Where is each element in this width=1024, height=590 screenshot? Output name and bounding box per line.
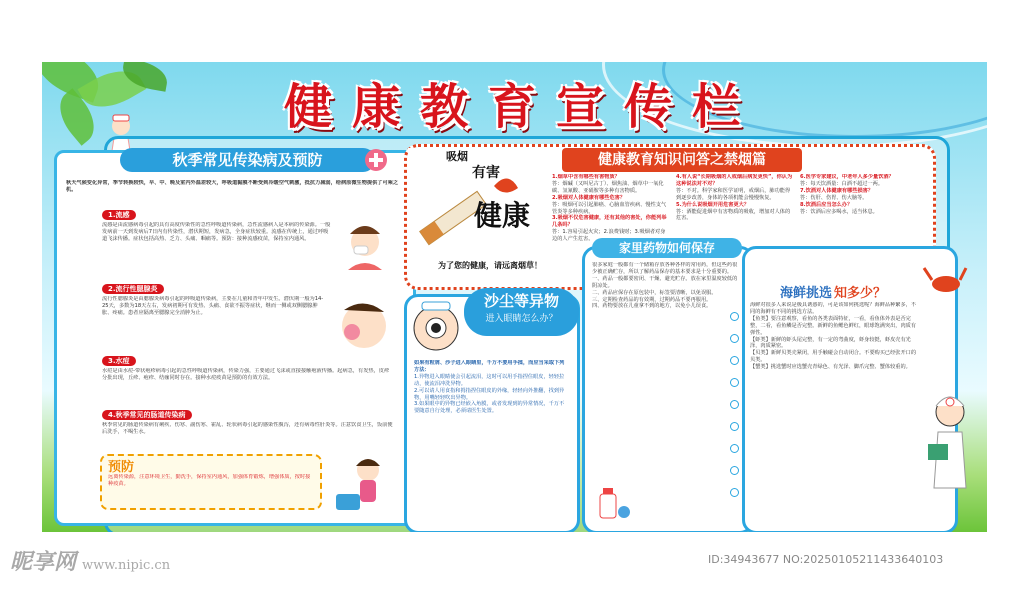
binding-ring	[730, 356, 739, 365]
medicine-bottle-icon	[594, 486, 634, 522]
binding-ring	[730, 400, 739, 409]
binding-ring	[730, 488, 739, 497]
prevention-heading: 预防	[108, 460, 135, 475]
prevention-text: 远离传染源，注意环境卫生，勤洗手，保持室内通风，加强体育锻炼，增强体质，按时接种疫苗。	[108, 474, 311, 487]
seafood-paragraph: 【虾类】新鲜的虾头尾完整，有一定的弯曲度，虾身较挺，虾皮壳有光泽，肉质紧密。	[750, 336, 911, 350]
poster-word-health: 健康	[474, 199, 531, 232]
medical-cross-icon	[364, 148, 388, 172]
seafood-header-tail: 知多少？	[834, 286, 887, 301]
item-heading: 4.秋季常见的肠道传染病	[102, 410, 192, 420]
poster-word: 吸烟	[446, 150, 468, 163]
poster-slogan: 为了您的健康，请远离烟草！	[438, 261, 542, 270]
item-body: 水痘是由水痘-带状疱疹病毒引起的急性呼吸道传染病，传染力强，主要通过飞沫或直接接触疱液传播。起病急，有发热，皮疹分批出现，丘疹、疱疹、结痂同时存在。接种水痘疫苗是预防的有效方法。	[102, 368, 390, 381]
item-body: 流感是由流感病毒引起的具有高度传染性的急性呼吸道传染病，急性流感病人是本病的传染源。一般发病前一天到发病后7日内有传染性，潜伏期短，发病急，全身症状较重。流感在传统上，通过呼吸道飞沫传播。症状包括高热、乏力、头痛、咽痛等。预防：接种流感疫苗，保持室内通风。	[102, 222, 331, 242]
qa-question: 8.饮酒后应当怎么办？	[800, 201, 853, 208]
site-url: www.nipic.cn	[82, 558, 171, 573]
medicine-text	[592, 262, 742, 482]
medicine-paragraph: 三、定期检查药品的有效期，过期药品不要再服用。	[592, 296, 712, 303]
eye-doctor-icon	[408, 300, 464, 356]
qa-question: 6.医学专家建议，中老年人多少量饮酒？	[800, 174, 894, 180]
qa-question: 5.为什么说吸烟开用危害更大？	[676, 201, 750, 208]
qa-answer: 答：不对。科学家和医学证明，戒烟后，肺功能得到逐步改善，身体的各项机能会慢慢恢复。	[676, 187, 791, 201]
eye-step: 3.如果眼中的异物已经嵌入角膜，或者发现到的异常情况，千万不要随意自行处理，必须请医生处置。	[414, 401, 565, 415]
seafood-paragraph: 海鲜对很多人来说是极具诱惑的，可是该如何挑选呢？海鲜品种繁多，不同的海鲜有不同的挑选方法。	[750, 302, 917, 315]
qa-question: 2.吸烟对人体健康有哪些危害？	[552, 194, 626, 201]
eye-intro: 如果有粒屑、沙子进入眼睛里，千万不要用手揉，而应当采取下列方法：	[414, 360, 565, 373]
section-header-medicine: 家里药物如何保存	[592, 238, 742, 258]
eye-header-subtitle: 进入眼睛怎么办？	[485, 314, 558, 324]
item-heading: 1.流感	[102, 210, 136, 220]
qa-answer: 答：1.容易引起火灾；2.浪费钱财；3.吸烟者对身边的人产生危害。	[552, 229, 666, 243]
qa-answer: 答：吸烟可以引起肺癌、心脑血管疾病、慢性支气管炎等多种疾病。	[552, 201, 667, 215]
item-body: 流行性腮腺炎是由腮腺炎病毒引起的呼吸道传染病，主要在儿童和青年中发生。潜伏期一般为14-25天，多数为18天左右，发病初期可有发热、头痛、食欲不振等症状，继而一侧或双侧腮腺肿胀、疼痛。患者应隔离至腮腺完全消肿为止。	[102, 296, 324, 316]
eye-steps-text	[414, 360, 566, 524]
image-id-watermark: ID:34943677 NO:20250105211433640103	[708, 553, 944, 566]
swollen-cheek-icon	[334, 298, 390, 354]
qa-answer: 答：每天饮酒量：白酒不超过一两。	[800, 180, 884, 187]
eye-header-title: 沙尘等异物	[483, 292, 559, 310]
eye-step: 2.可以请人用食指和拇指捏住眼皮的外缘，轻轻向外推翻，找到异物，用嘴轻轻吹出异物。	[414, 387, 565, 401]
section-header-seafood	[780, 284, 895, 304]
binding-ring	[730, 378, 739, 387]
binding-ring	[730, 312, 739, 321]
poster-board	[42, 62, 987, 532]
page-title: 健康教育宣传栏	[283, 79, 760, 135]
binding-ring	[730, 466, 739, 475]
medicine-paragraph: 二、药品应保存在原包装中，标签要清晰，以免误服。	[592, 289, 717, 296]
poster-word: 有害	[472, 165, 500, 181]
item-heading: 3.水痘	[102, 356, 136, 366]
seafood-paragraph: 【蟹类】挑选蟹时应选蟹壳青绿色、有光泽、脚爪完整、蟹体较重的。	[750, 364, 911, 371]
crawfish-icon	[922, 260, 968, 300]
child-washing-hands-icon	[332, 454, 392, 516]
binding-ring	[730, 334, 739, 343]
section-header-smoking: 健康教育知识问答之禁烟篇	[562, 148, 802, 172]
qa-answer: 答：饮酒后应多喝水，适当休息。	[800, 208, 878, 215]
section-header-eye	[464, 288, 579, 336]
qa-question: 4.有人说“长期吸烟的人戒烟后病发更快”，你认为这种说法对不对？	[676, 174, 793, 187]
item-heading: 2.流行性腮腺炎	[102, 284, 164, 294]
qa-answer: 答：烟碱（又叫尼古丁）、烟焦油、烟草中一氧化碳、氢氰酸、亚硝胺等多种有害物质。	[552, 180, 664, 194]
binding-ring	[730, 422, 739, 431]
eye-step: 1.异物进入眼睛使会引起流泪，这时可以用手指捏住眼皮，轻轻拉动，使流泪冲洗异物。	[414, 373, 565, 387]
medicine-paragraph: 很多家庭一般都有一个储箱存放各种各样的常用药，但这些药很少被正确贮存，所以了解药品保存的基本要求是十分重要的。	[592, 262, 738, 275]
qa-answer: 答：酒能促进烟中有害物质的吸收，增加对人体的危害。	[676, 208, 791, 222]
qa-question: 1.烟草中含有哪些有害物质？	[552, 174, 620, 180]
qa-question: 3.吸烟不仅危害健康，还有其他的害处，你能列举几条吗？	[552, 215, 667, 229]
sick-person-icon	[340, 220, 390, 270]
seafood-paragraph: 【鱼类】要注意观察，看鱼的各类表面特征，一看，看鱼体外表是否完整，二看，看鱼鳞是否完整。新鲜的鱼鳃色鲜红，眼球饱满突出，肉质有弹性。	[750, 315, 917, 336]
autumn-intro-text: 秋天气候变化异常，季节转换较快，早、中、晚及室内外温差较大，呼吸道黏膜不断受到冷暖空气刺激，抵抗力减弱，给病原微生物提供了可乘之机。	[66, 180, 398, 193]
seafood-text	[750, 302, 920, 524]
binding-ring	[730, 444, 739, 453]
item-body: 秋季常见的肠道传染病有痢疾、伤寒、副伤寒、霍乱、轮状病毒引起的感染性腹泻，还有病毒性肝炎等。注意饮食卫生，饭前便后洗手，不喝生水。	[102, 422, 393, 435]
doctor-figure-icon	[926, 392, 982, 502]
medicine-paragraph: 一、药品一般都要密闭、干燥、避光贮存。放在家里温度较低的阴凉处。	[592, 275, 738, 289]
site-logo-name: 昵享网	[10, 549, 77, 575]
qa-answer: 答：伤肝、伤胃、伤大脑等。	[800, 194, 868, 201]
seafood-paragraph: 【贝类】新鲜贝类壳紧闭，用手触碰会自动闭合。不要购买已经张开口的贝类。	[750, 350, 917, 364]
medicine-paragraph: 四、药物要放在儿童拿不到的地方，以免小儿误食。	[592, 303, 712, 310]
seafood-header-title: 海鲜挑选	[780, 286, 833, 301]
qa-question: 7.饮酒对人体健康有哪些损害？	[800, 187, 874, 194]
site-logo	[10, 545, 170, 576]
section-header-autumn-diseases: 秋季常见传染病及预防	[120, 148, 375, 172]
